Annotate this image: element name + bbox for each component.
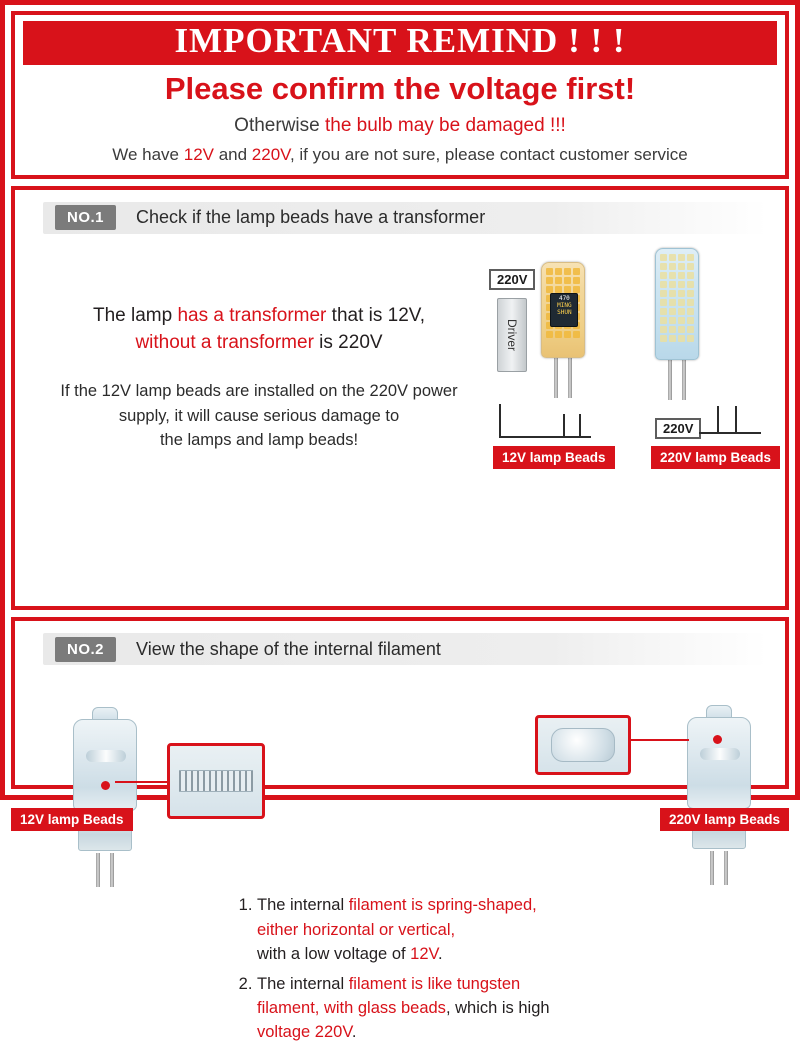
section2-body bbox=[15, 665, 785, 1041]
halogen-pins-220v bbox=[687, 851, 751, 885]
banner-line2-highlight: the bulb may be damaged !!! bbox=[324, 114, 566, 136]
caption-12v-lamp-beads: 12V lamp Beads bbox=[493, 446, 615, 469]
banner-line-3 bbox=[23, 145, 777, 165]
section1-line-1 bbox=[49, 302, 469, 330]
section1-note-line2: supply, it will cause serious damage to bbox=[118, 406, 400, 425]
halogen-bulb-12v bbox=[73, 707, 137, 887]
zoom-box-tungsten-filament bbox=[535, 715, 631, 775]
chip-line-2: MING bbox=[557, 301, 572, 309]
glass-bead-filament-icon bbox=[551, 728, 615, 762]
s1-l1-pre: The lamp bbox=[93, 304, 178, 326]
voltage-220v: 220V bbox=[251, 144, 290, 164]
caption-220v-lamp-beads: 220V lamp Beads bbox=[651, 446, 780, 469]
s1-l2-post: is 220V bbox=[313, 332, 383, 354]
driver-voltage-tag: 220V bbox=[489, 269, 535, 290]
section1-note-line3: the lamps and lamp beads! bbox=[159, 431, 359, 450]
list-item bbox=[257, 972, 597, 1044]
bulb-220v-voltage-tag: 220V bbox=[655, 418, 701, 439]
voltage-12v: 12V bbox=[183, 144, 214, 164]
item1-pre: The internal bbox=[257, 896, 349, 915]
item1-mid: with a low voltage of bbox=[257, 944, 411, 963]
item2-mid: , which is high bbox=[445, 998, 550, 1017]
section1-note bbox=[49, 379, 469, 453]
section1-text-block bbox=[49, 302, 469, 453]
banner-line-2 bbox=[23, 115, 777, 137]
banner-line3-pre: We have bbox=[112, 144, 184, 164]
banner-title: IMPORTANT REMIND ! ! ! bbox=[23, 21, 777, 65]
section2-heading: View the shape of the internal filament bbox=[136, 638, 441, 659]
item2-red1: filament is like tungsten bbox=[348, 974, 521, 993]
item2-red2: filament, with glass beads bbox=[257, 998, 446, 1017]
bulb-glass-envelope bbox=[73, 719, 137, 811]
bulb-pins-220v bbox=[655, 360, 699, 400]
chip-line-3: SHUN bbox=[557, 308, 572, 316]
banner-line3-mid: and bbox=[213, 144, 252, 164]
bulb-glass-envelope-right bbox=[687, 717, 751, 809]
item1-red3: 12V bbox=[410, 944, 439, 963]
led-bulb-12v bbox=[541, 262, 585, 398]
callout-leader-left bbox=[115, 781, 167, 783]
zoom-box-spring-filament bbox=[167, 743, 265, 819]
driver-module bbox=[497, 298, 527, 372]
section-no2 bbox=[11, 617, 789, 1041]
bulb-group-12v bbox=[489, 262, 606, 465]
banner-line3-post: , if you are not sure, please contact customer service bbox=[289, 144, 688, 164]
driver-label: Driver bbox=[505, 318, 520, 351]
section1-heading: Check if the lamp beads have a transformer bbox=[136, 207, 486, 228]
driver-chip bbox=[550, 293, 578, 327]
s1-l2-red: without a transformer bbox=[135, 332, 314, 354]
section1-note-line1: If the 12V lamp beads are installed on the 220V power bbox=[60, 381, 458, 400]
banner-section bbox=[11, 11, 789, 179]
led-grid-cool bbox=[660, 254, 694, 341]
s1-l1-red: has a transformer bbox=[177, 304, 327, 326]
spring-filament-icon bbox=[179, 770, 253, 792]
halogen-bulb-220v bbox=[687, 705, 751, 885]
section1-badge: NO.1 bbox=[55, 205, 116, 230]
item2-post: . bbox=[351, 1022, 357, 1041]
wiring-12v bbox=[499, 404, 591, 440]
chip-line-1: 470 bbox=[558, 294, 570, 302]
bulb-body-cool bbox=[655, 248, 699, 360]
banner-subtitle: Please confirm the voltage first! bbox=[164, 70, 636, 106]
list-item bbox=[257, 893, 597, 965]
s1-l1-post: that is 12V, bbox=[326, 304, 425, 326]
section2-header bbox=[43, 633, 767, 665]
section-no1 bbox=[11, 186, 789, 611]
banner-line2-pre: Otherwise bbox=[234, 114, 325, 136]
section1-body bbox=[15, 234, 785, 651]
callout-leader-right bbox=[627, 739, 689, 741]
caption-12v-lamp-beads-2: 12V lamp Beads bbox=[11, 808, 133, 831]
section2-list bbox=[237, 893, 597, 1049]
section1-header bbox=[43, 202, 767, 234]
item2-pre: The internal bbox=[257, 974, 349, 993]
section2-badge: NO.2 bbox=[55, 637, 116, 662]
led-bulb-220v bbox=[655, 248, 699, 400]
halogen-pins-12v bbox=[73, 853, 137, 887]
bulb-body-warm bbox=[541, 262, 585, 358]
section1-line-2 bbox=[49, 329, 469, 357]
bulb-pins-12v bbox=[541, 358, 585, 398]
item1-red2: either horizontal or vertical, bbox=[257, 920, 456, 939]
item1-red1: filament is spring-shaped, bbox=[348, 896, 537, 915]
item2-red3: voltage 220V bbox=[257, 1022, 352, 1041]
wiring-220v bbox=[699, 406, 761, 446]
caption-220v-lamp-beads-2: 220V lamp Beads bbox=[660, 808, 789, 831]
item1-post: . bbox=[438, 944, 443, 963]
bulb-group-220v bbox=[655, 248, 772, 465]
